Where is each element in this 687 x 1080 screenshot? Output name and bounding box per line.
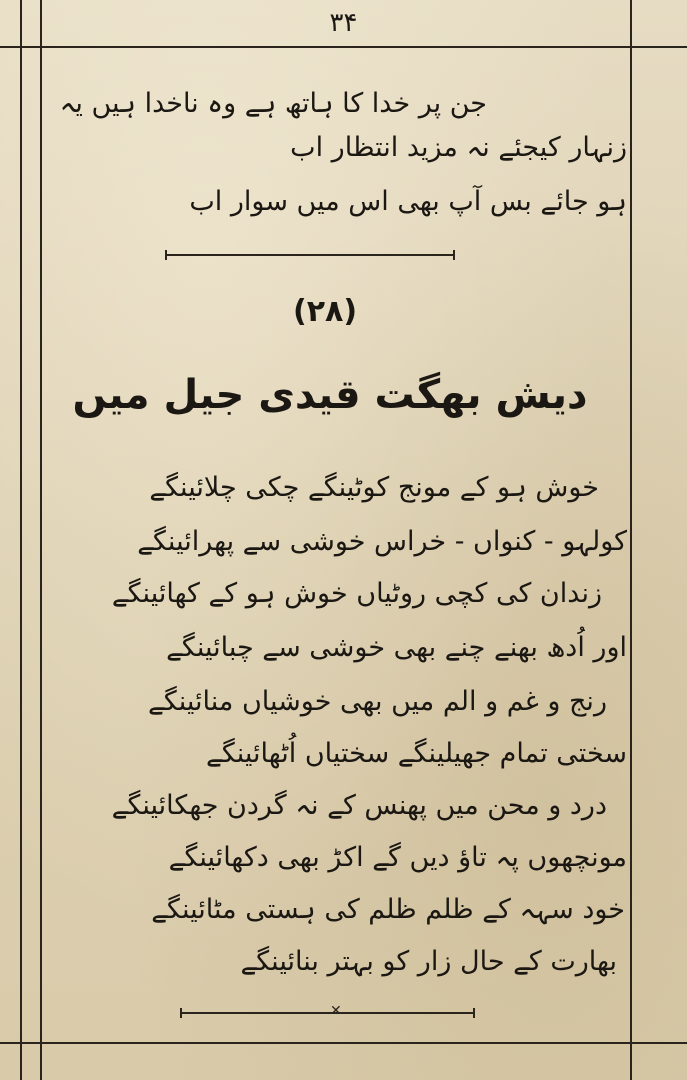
right-rule xyxy=(630,0,632,1080)
page-number: ۳۴ xyxy=(329,8,358,38)
poem-line-4: اور اُدھ بھنے چنے بھی خوشی سے چبائینگے xyxy=(166,632,627,663)
poem-line-1: خوش ہو کے مونج کوٹینگے چکی چلائینگے xyxy=(149,472,599,503)
section-number: (۲۸) xyxy=(292,294,358,329)
left-outer-rule xyxy=(20,0,22,1080)
divider-bottom xyxy=(180,1012,475,1014)
poem-line-3: زندان کی کچی روٹیاں خوش ہو کے کھائینگے xyxy=(111,578,602,609)
top-rule xyxy=(0,46,687,48)
bottom-rule xyxy=(0,1042,687,1044)
poem-line-9: خود سہہ کے ظلم ظلم کی ہستی مٹائینگے xyxy=(151,894,625,925)
poem-line-5: رنج و غم و الم میں بھی خوشیاں منائینگے xyxy=(148,686,607,717)
poem-line-8: مونچھوں پہ تاؤ دیں گے اکڑ بھی دکھائینگے xyxy=(168,842,627,873)
left-inner-rule xyxy=(40,0,42,1080)
poem-line-10: بھارت کے حال زار کو بہتر بنائینگے xyxy=(240,946,617,977)
section-title: دیش بھگت قیدی جیل میں xyxy=(72,372,588,418)
poem-line-7: درد و محن میں پھنس کے نہ گردن جھکائینگے xyxy=(111,790,607,821)
poem-line-2: کولہو - کنواں - خراس خوشی سے پھرائینگے xyxy=(137,526,627,557)
top-verse-2: زنہار کیجئے نہ مزید انتظار اب xyxy=(290,132,627,163)
top-verse-1: جن پر خدا کا ہاتھ ہے وہ ناخدا ہیں یہ xyxy=(59,88,487,119)
top-verse-3: ہو جائے بس آپ بھی اس میں سوار اب xyxy=(189,186,627,217)
poem-line-6: سختی تمام جھیلینگے سختیاں اُٹھائینگے xyxy=(206,738,627,769)
divider-top xyxy=(165,254,455,256)
divider-cross-icon: ✕ xyxy=(330,1003,342,1019)
